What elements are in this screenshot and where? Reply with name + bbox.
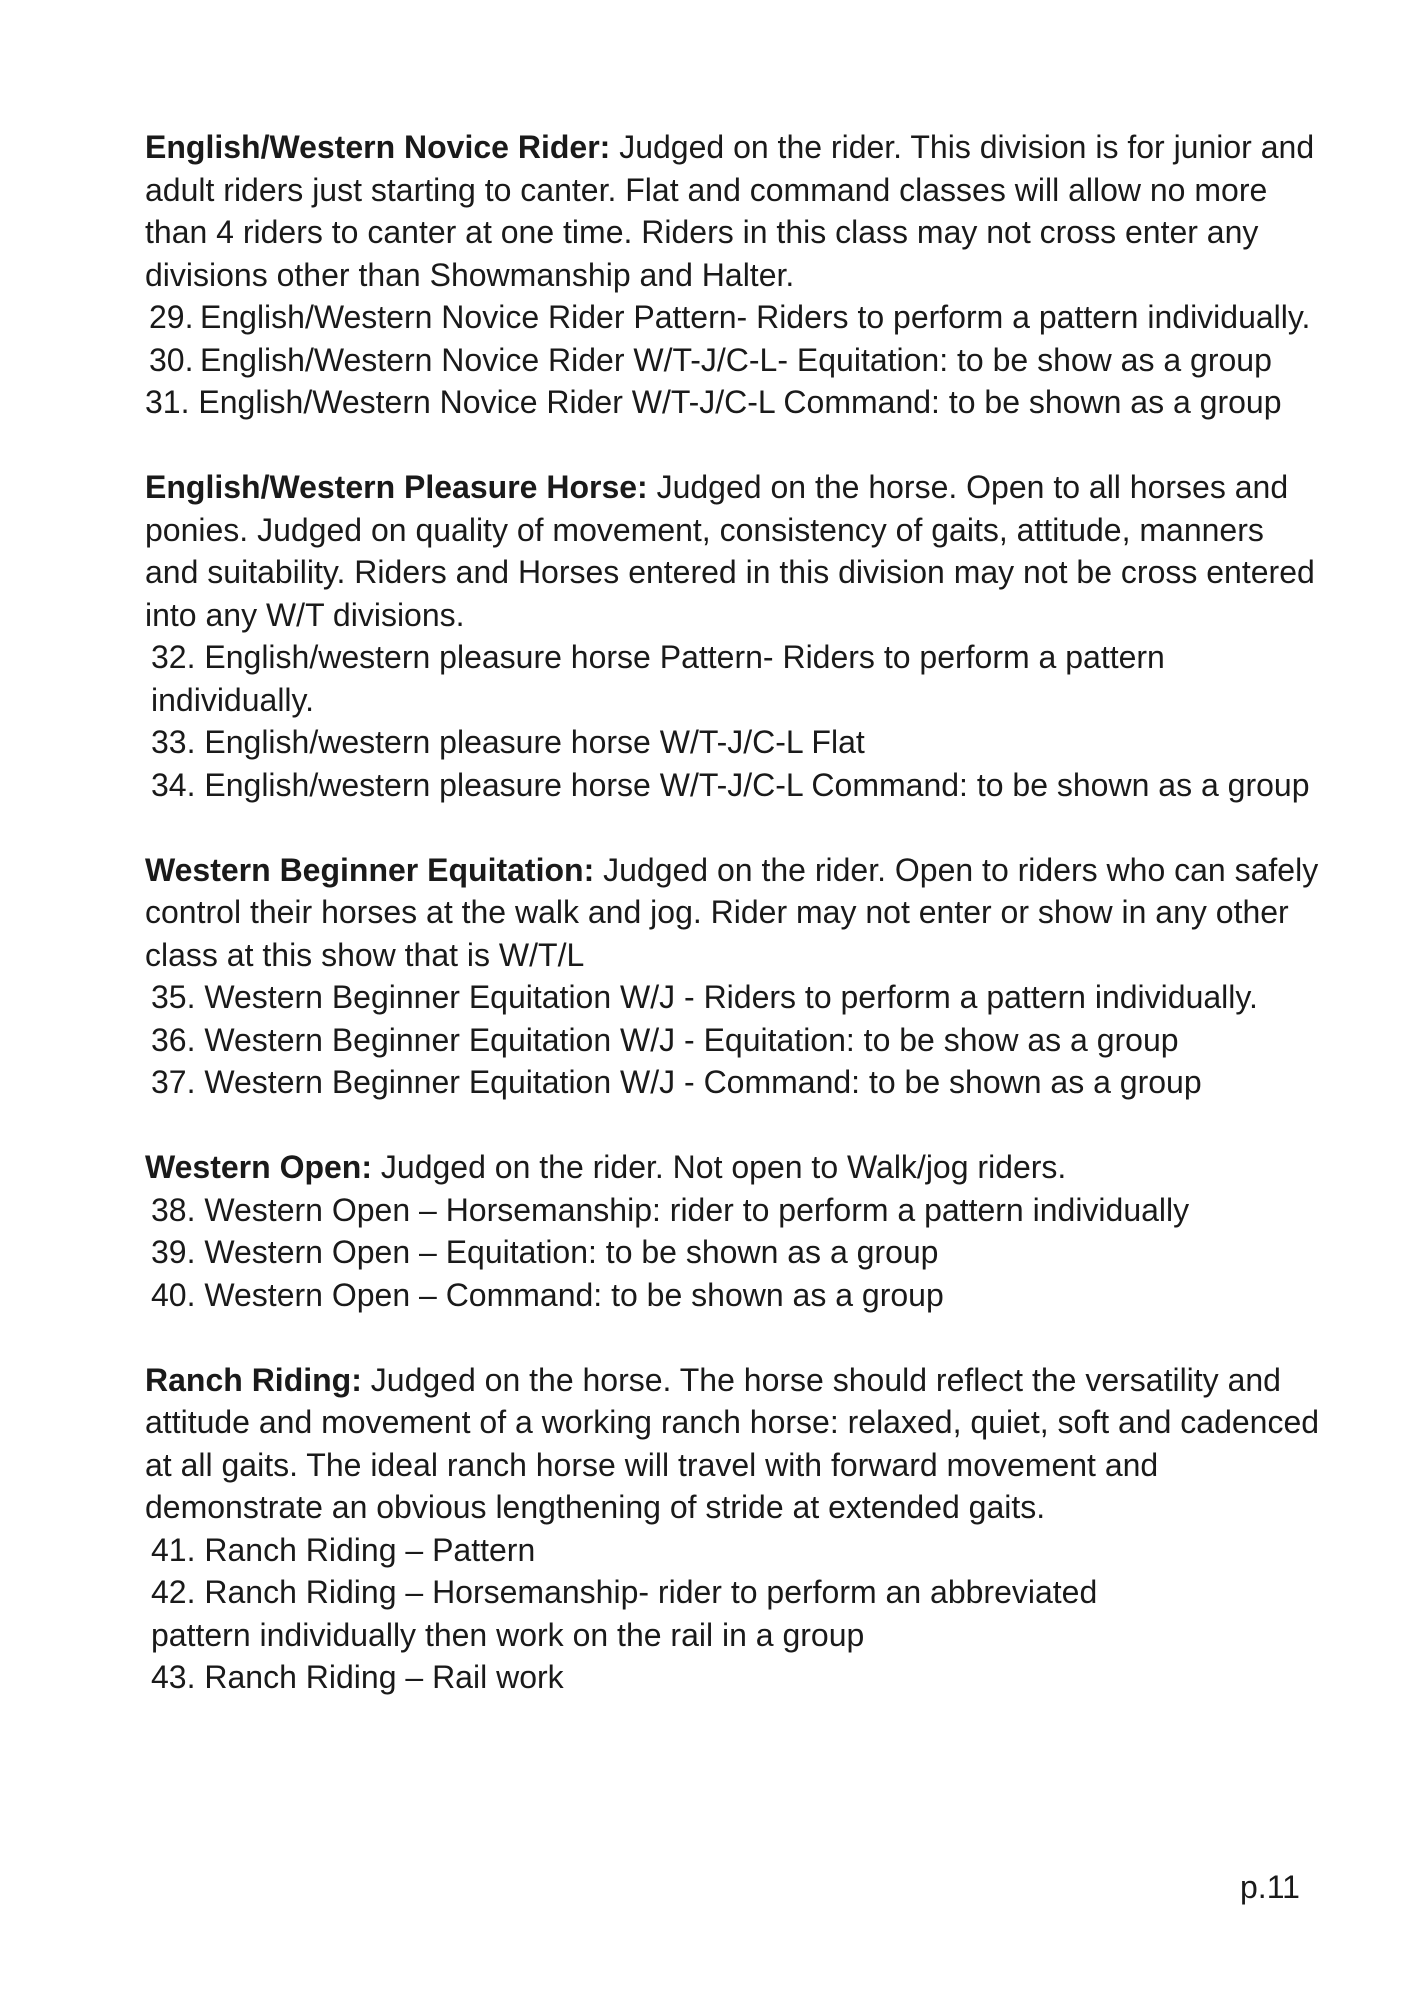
list-item	[145, 1571, 1325, 1656]
item-number: 36.	[151, 1021, 196, 1058]
list-item	[145, 1189, 1325, 1232]
section-intro	[145, 849, 1325, 977]
item-number: 33.	[151, 724, 196, 760]
item-number: 38.	[151, 1191, 196, 1228]
item-number: 35.	[151, 979, 196, 1015]
section-pleasure-horse	[145, 466, 1325, 806]
page-number: p.11	[1240, 1869, 1300, 1905]
list-item	[145, 1529, 1325, 1572]
section-text: Judged on the rider. Open to riders who can safely control their horses at the walk and jog. Rider may not enter or show in any other class at this show that is W/T/L	[145, 851, 1319, 973]
section-heading: English/Western Pleasure Horse:	[145, 469, 648, 505]
section-heading: Western Open:	[145, 1149, 372, 1185]
list-item	[145, 764, 1325, 807]
item-number: 37.	[151, 1064, 196, 1100]
item-number: 32.	[151, 639, 196, 675]
item-text: English/Western Novice Rider W/T-J/C-L Command: to be shown as a group	[198, 384, 1282, 420]
section-text: Judged on the horse. Open to all horses and ponies. Judged on quality of movement, consistency of gaits, attitude, manners and suitability. Riders and Horses entered in this division may not be cross entered into any W/T divisions.	[145, 469, 1315, 633]
section-novice-rider	[145, 126, 1325, 424]
section-intro	[145, 1146, 1325, 1189]
list-item	[145, 1061, 1325, 1104]
item-text: Western Beginner Equitation W/J - Riders to perform a pattern individually.	[204, 979, 1258, 1015]
list-item	[145, 381, 1325, 424]
item-text: Western Beginner Equitation W/J - Command: to be shown as a group	[204, 1064, 1202, 1100]
item-number: 29.	[149, 299, 194, 335]
item-number: 30.	[149, 341, 194, 378]
item-number: 40.	[151, 1276, 196, 1313]
section-intro	[145, 126, 1325, 296]
list-item	[145, 1656, 1325, 1699]
list-item	[145, 1019, 1325, 1062]
item-number: 43.	[151, 1659, 196, 1695]
list-item	[145, 636, 1325, 721]
item-text: English/western pleasure horse Pattern- Riders to perform a pattern individually.	[151, 639, 1165, 718]
item-text: Ranch Riding – Horsemanship- rider to perform an abbreviated pattern individually then work on the rail in a group	[151, 1574, 1098, 1653]
section-text: Judged on the horse. The horse should reflect the versatility and attitude and movement of a working ranch horse: relaxed, quiet, soft and cadenced at all gaits. The ideal ranch horse will travel with forward movement and demonstrate an obvious lengthening of stride at extended gaits.	[145, 1361, 1320, 1525]
section-text: Judged on the rider. This division is for junior and adult riders just starting to canter. Flat and command classes will allow no more than 4 riders to canter at one time. Riders in this class may not cross enter any divisions other than Showmanship and Halter.	[145, 129, 1315, 293]
section-intro	[145, 466, 1325, 636]
item-text: English/Western Novice Rider Pattern- Riders to perform a pattern individually.	[200, 299, 1311, 335]
item-number: 41.	[151, 1531, 196, 1568]
section-heading: English/Western Novice Rider:	[145, 129, 611, 165]
list-item	[145, 339, 1325, 382]
section-intro	[145, 1359, 1325, 1529]
item-text: Western Open – Equitation: to be shown as a group	[204, 1234, 939, 1270]
item-text: English/Western Novice Rider W/T-J/C-L- Equitation: to be show as a group	[200, 341, 1272, 378]
list-item	[145, 1274, 1325, 1317]
item-number: 39.	[151, 1234, 196, 1270]
list-item	[145, 976, 1325, 1019]
item-number: 34.	[151, 766, 196, 803]
section-western-beginner-equitation	[145, 849, 1325, 1104]
document-body	[145, 126, 1325, 1741]
item-text: English/western pleasure horse W/T-J/C-L Flat	[204, 724, 865, 760]
list-item	[145, 721, 1325, 764]
item-text: Western Beginner Equitation W/J - Equitation: to be show as a group	[204, 1021, 1179, 1058]
item-text: English/western pleasure horse W/T-J/C-L Command: to be shown as a group	[204, 766, 1310, 803]
item-text: Western Open – Horsemanship: rider to perform a pattern individually	[204, 1191, 1190, 1228]
item-text: Ranch Riding – Pattern	[204, 1531, 536, 1568]
section-ranch-riding	[145, 1359, 1325, 1699]
item-number: 31.	[145, 384, 190, 420]
section-heading: Ranch Riding:	[145, 1361, 362, 1398]
section-western-open	[145, 1146, 1325, 1316]
item-text: Western Open – Command: to be shown as a group	[204, 1276, 944, 1313]
item-text: Ranch Riding – Rail work	[204, 1659, 564, 1695]
section-text: Judged on the rider. Not open to Walk/jog riders.	[372, 1149, 1067, 1185]
list-item	[145, 1231, 1325, 1274]
list-item	[145, 296, 1325, 339]
section-heading: Western Beginner Equitation:	[145, 851, 595, 888]
item-number: 42.	[151, 1574, 196, 1610]
